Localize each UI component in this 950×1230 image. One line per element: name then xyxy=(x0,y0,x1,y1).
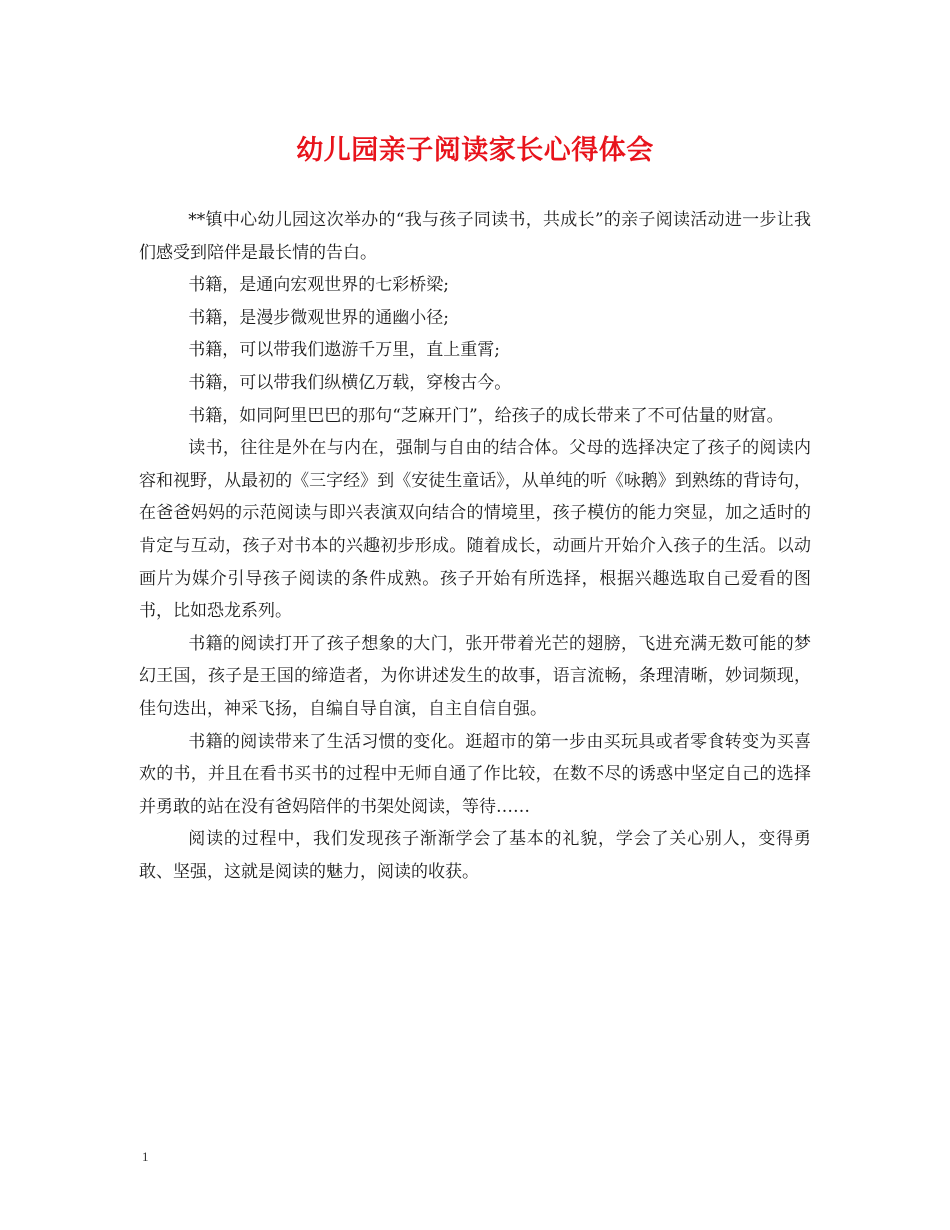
paragraph: 阅读的过程中，我们发现孩子渐渐学会了基本的礼貌，学会了关心别人，变得勇敢、坚强，这就是阅读的魅力，阅读的收获。 xyxy=(139,829,811,882)
paragraph: 书籍的阅读打开了孩子想象的大门，张开带着光芒的翅膀，飞进充满无数可能的梦幻王国，孩子是王国的缔造者，为你讲述发生的故事，语言流畅，条理清晰，妙词频现，佳句迭出，神采飞扬，自编自导自演，自主自信自强。 xyxy=(139,633,811,719)
paragraph: 书籍的阅读带来了生活习惯的变化。逛超市的第一步由买玩具或者零食转变为买喜欢的书，并且在看书买书的过程中无师自通了作比较，在数不尽的诱惑中坚定自己的选择并勇敢的站在没有爸妈陪伴的书架处阅读，等待…… xyxy=(139,731,811,817)
paragraph: 书籍，是漫步微观世界的通幽小径; xyxy=(188,307,450,328)
paragraph: 书籍，如同阿里巴巴的那句“芝麻开门”，给孩子的成长带来了不可估量的财富。 xyxy=(188,405,784,426)
paragraph: 读书，往往是外在与内在，强制与自由的结合体。父母的选择决定了孩子的阅读内容和视野，从最初的《三字经》到《安徒生童话》，从单纯的听《咏鹅》到熟练的背诗句，在爸爸妈妈的示范阅读与即兴表演双向结合的情境里，孩子模仿的能力突显，加之适时的肯定与互动，孩子对书本的兴趣初步形成。随着成长，动画片开始介入孩子的生活。以动画片为媒介引导孩子阅读的条件成熟。孩子开始有所选择，根据兴趣选取自己爱看的图书，比如恐龙系列。 xyxy=(139,438,811,622)
paragraph: 书籍，是通向宏观世界的七彩桥梁; xyxy=(188,275,450,296)
paragraph: **镇中心幼儿园这次举办的“我与孩子同读书，共成长”的亲子阅读活动进一步让我们感受到陪伴是最长情的告白。 xyxy=(139,210,811,263)
paragraph: 书籍，可以带我们遨游千万里，直上重霄; xyxy=(188,340,501,361)
document-body xyxy=(139,204,811,888)
document-title: 幼儿园亲子阅读家长心得体会 xyxy=(296,135,654,166)
page-number: 1 xyxy=(142,1149,149,1164)
paragraph: 书籍，可以带我们纵横亿万载，穿梭古今。 xyxy=(188,372,512,393)
